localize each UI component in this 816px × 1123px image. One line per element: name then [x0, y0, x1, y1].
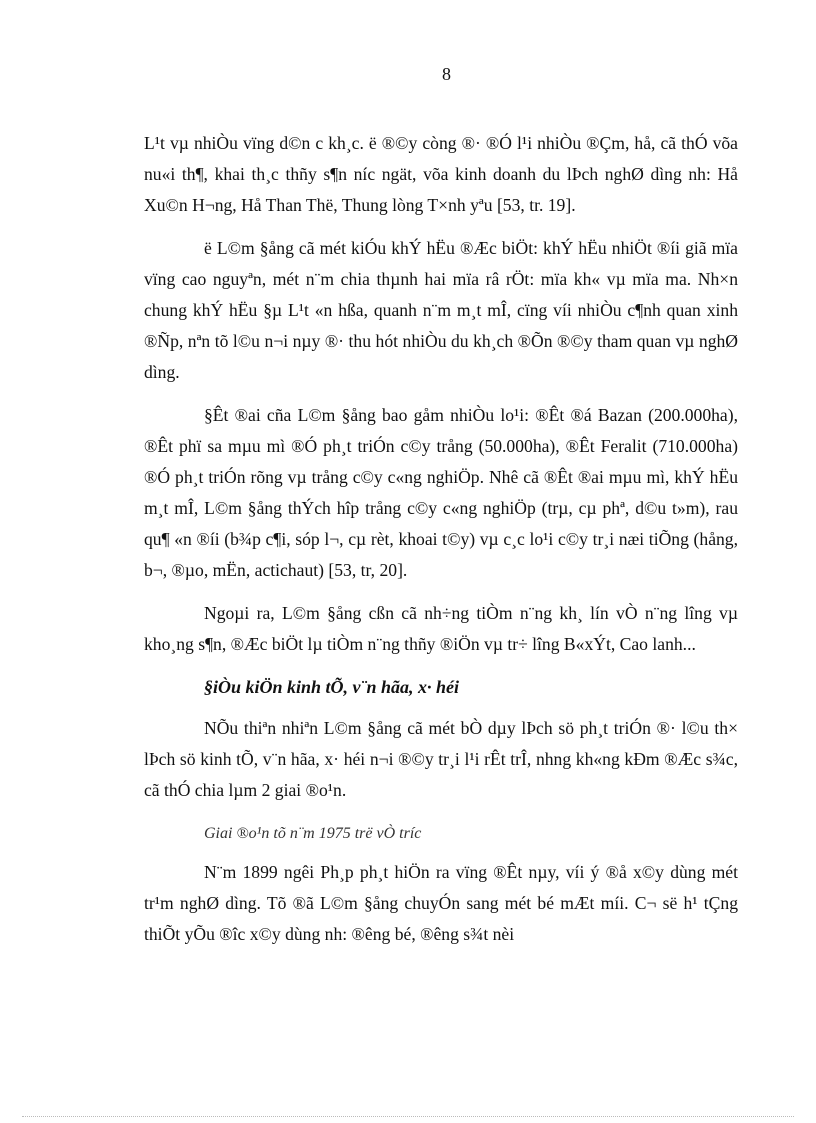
page-number: 8: [442, 64, 451, 84]
paragraph-3: §Êt ®ai cña L©m §ång bao gåm nhiÒu lo¹i: ®Êt ®á Bazan (200.000ha), ®Êt phï sa mµu mì ®Ó ph¸t triÓn c©y trång (50.000ha), ®Êt Feralit (710.000ha) ®Ó ph¸t triÓn rõng vµ trång c©y c«ng nghiÖp. Nhê cã ®Êt ®ai mµu mì, khÝ hËu m¸t mÎ, L©m §ång thÝch hîp trång c©y c«ng nghiÖp (trµ, cµ phª, d©u t»m), rau qu¶ «n ®íi (b¾p c¶i, sóp l¬, cµ rèt, khoai t©y) vµ c¸c lo¹i c©y tr¸i næi tiÕng (hång, b¬, ®µo, mËn, actichaut) [53, tr, 20].: [144, 405, 738, 580]
paragraph-2: ë L©m §ång cã mét kiÓu khÝ hËu ®Æc biÖt: khÝ hËu nhiÖt ®íi giã mïa vïng cao nguyªn, mét n¨m chia thµnh hai mïa râ rÖt: mïa kh« vµ mïa ma. Nh×n chung khÝ hËu §µ L¹t «n hßa, quanh n¨m m¸t mÎ, cïng víi nhiÒu c¶nh quan xinh ®Ñp, nªn tõ l©u n¬i nµy ®· thu hót nhiÒu du kh¸ch ®Õn ®©y tham quan vµ nghØ dìng.: [144, 238, 738, 382]
paragraph-4: Ngoµi ra, L©m §ång cßn cã nh÷ng tiÒm n¨ng kh¸ lín vÒ n¨ng lîng vµ kho¸ng s¶n, ®Æc biÖt lµ tiÒm n¨ng thñy ®iÖn vµ tr÷ lîng B«xÝt, Cao lanh...: [144, 603, 738, 654]
paragraph-5: NÕu thiªn nhiªn L©m §ång cã mét bÒ dµy lÞch sö ph¸t triÓn ®· l©u th× lÞch sö kinh tÕ, v¨n hãa, x· héi n¬i ®©y tr¸i l¹i rÊt trÎ, nhng kh«ng kÐm ®Æc s¾c, cã thÓ chia lµm 2 giai ®o¹n.: [144, 718, 738, 800]
page-bottom-rule: [22, 1116, 794, 1117]
paragraph-6: N¨m 1899 ngêi Ph¸p ph¸t hiÖn ra vïng ®Êt nµy, víi ý ®å x©y dùng mét tr¹m nghØ dìng. Tõ ®ã L©m §ång chuyÓn sang mét bé mÆt míi. C¬ së h¹ tÇng thiÕt yÕu ®îc x©y dùng nh: ®êng bé, ®êng s¾t nèi: [144, 862, 738, 944]
paragraph-1: L¹t vµ nhiÒu vïng d©n c kh¸c. ë ®©y còng ®· ®Ó l¹i nhiÒu ®Çm, hå, cã thÓ võa nu«i th¶, khai th¸c thñy s¶n níc ngät, võa kinh doanh du lÞch nghØ dìng nh: Hå Xu©n H¬ng, Hå Than Thë, Thung lòng T×nh yªu [53, tr. 19].: [144, 133, 738, 215]
section-heading: §iÒu kiÖn kinh tÕ, v¨n hãa, x· héi: [204, 677, 460, 697]
subsection-heading: Giai ®o¹n tõ n¨m 1975 trë vÒ tríc: [204, 825, 422, 842]
body-text: [144, 128, 738, 962]
